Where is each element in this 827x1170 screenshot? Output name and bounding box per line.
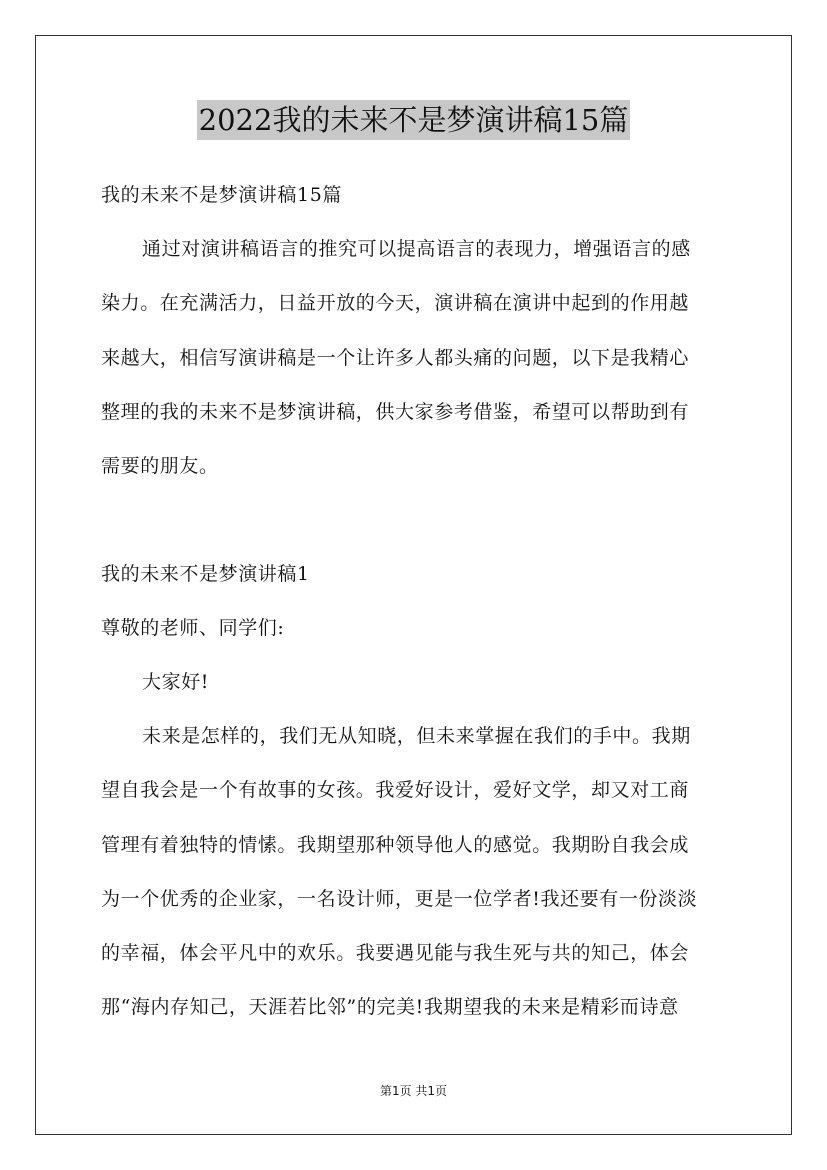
paragraph-line: 染力。在充满活力，日益开放的今天，演讲稿在演讲中起到的作用越 <box>101 292 690 314</box>
paragraph-line: 的幸福，体会平凡中的欢乐。我要遇见能与我生死与共的知己，体会 <box>101 942 690 964</box>
paragraph-line: 为一个优秀的企业家，一名设计师，更是一位学者!我还要有一份淡淡 <box>101 888 698 910</box>
salutation-line: 尊敬的老师、同学们: <box>101 617 285 639</box>
paragraph-line: 通过对演讲稿语言的推究可以提高语言的表现力，增强语言的感 <box>142 238 691 260</box>
paragraph-line: 管理有着独特的情愫。我期望那种领导他人的感觉。我期盼自我会成 <box>101 834 690 856</box>
subtitle-line: 我的未来不是梦演讲稿15篇 <box>101 184 342 206</box>
greeting-line: 大家好! <box>142 671 210 693</box>
paragraph-line: 整理的我的未来不是梦演讲稿，供大家参考借鉴，希望可以帮助到有 <box>101 401 690 423</box>
title-container <box>0 100 827 140</box>
paragraph-line: 来越大，相信写演讲稿是一个让许多人都头痛的问题，以下是我精心 <box>101 347 690 369</box>
section-heading: 我的未来不是梦演讲稿1 <box>101 563 310 585</box>
page-number-footer: 第1页 共1页 <box>379 1084 448 1098</box>
paragraph-line: 望自我会是一个有故事的女孩。我爱好设计，爱好文学，却又对工商 <box>101 779 690 801</box>
paragraph-line: 需要的朋友。 <box>101 455 219 477</box>
document-title: 2022我的未来不是梦演讲稿15篇 <box>197 100 631 140</box>
paragraph-line: 未来是怎样的，我们无从知晓，但未来掌握在我们的手中。我期 <box>142 725 691 747</box>
paragraph-line: 那“海内存知己，天涯若比邻”的完美!我期望我的未来是精彩而诗意 <box>101 996 679 1018</box>
